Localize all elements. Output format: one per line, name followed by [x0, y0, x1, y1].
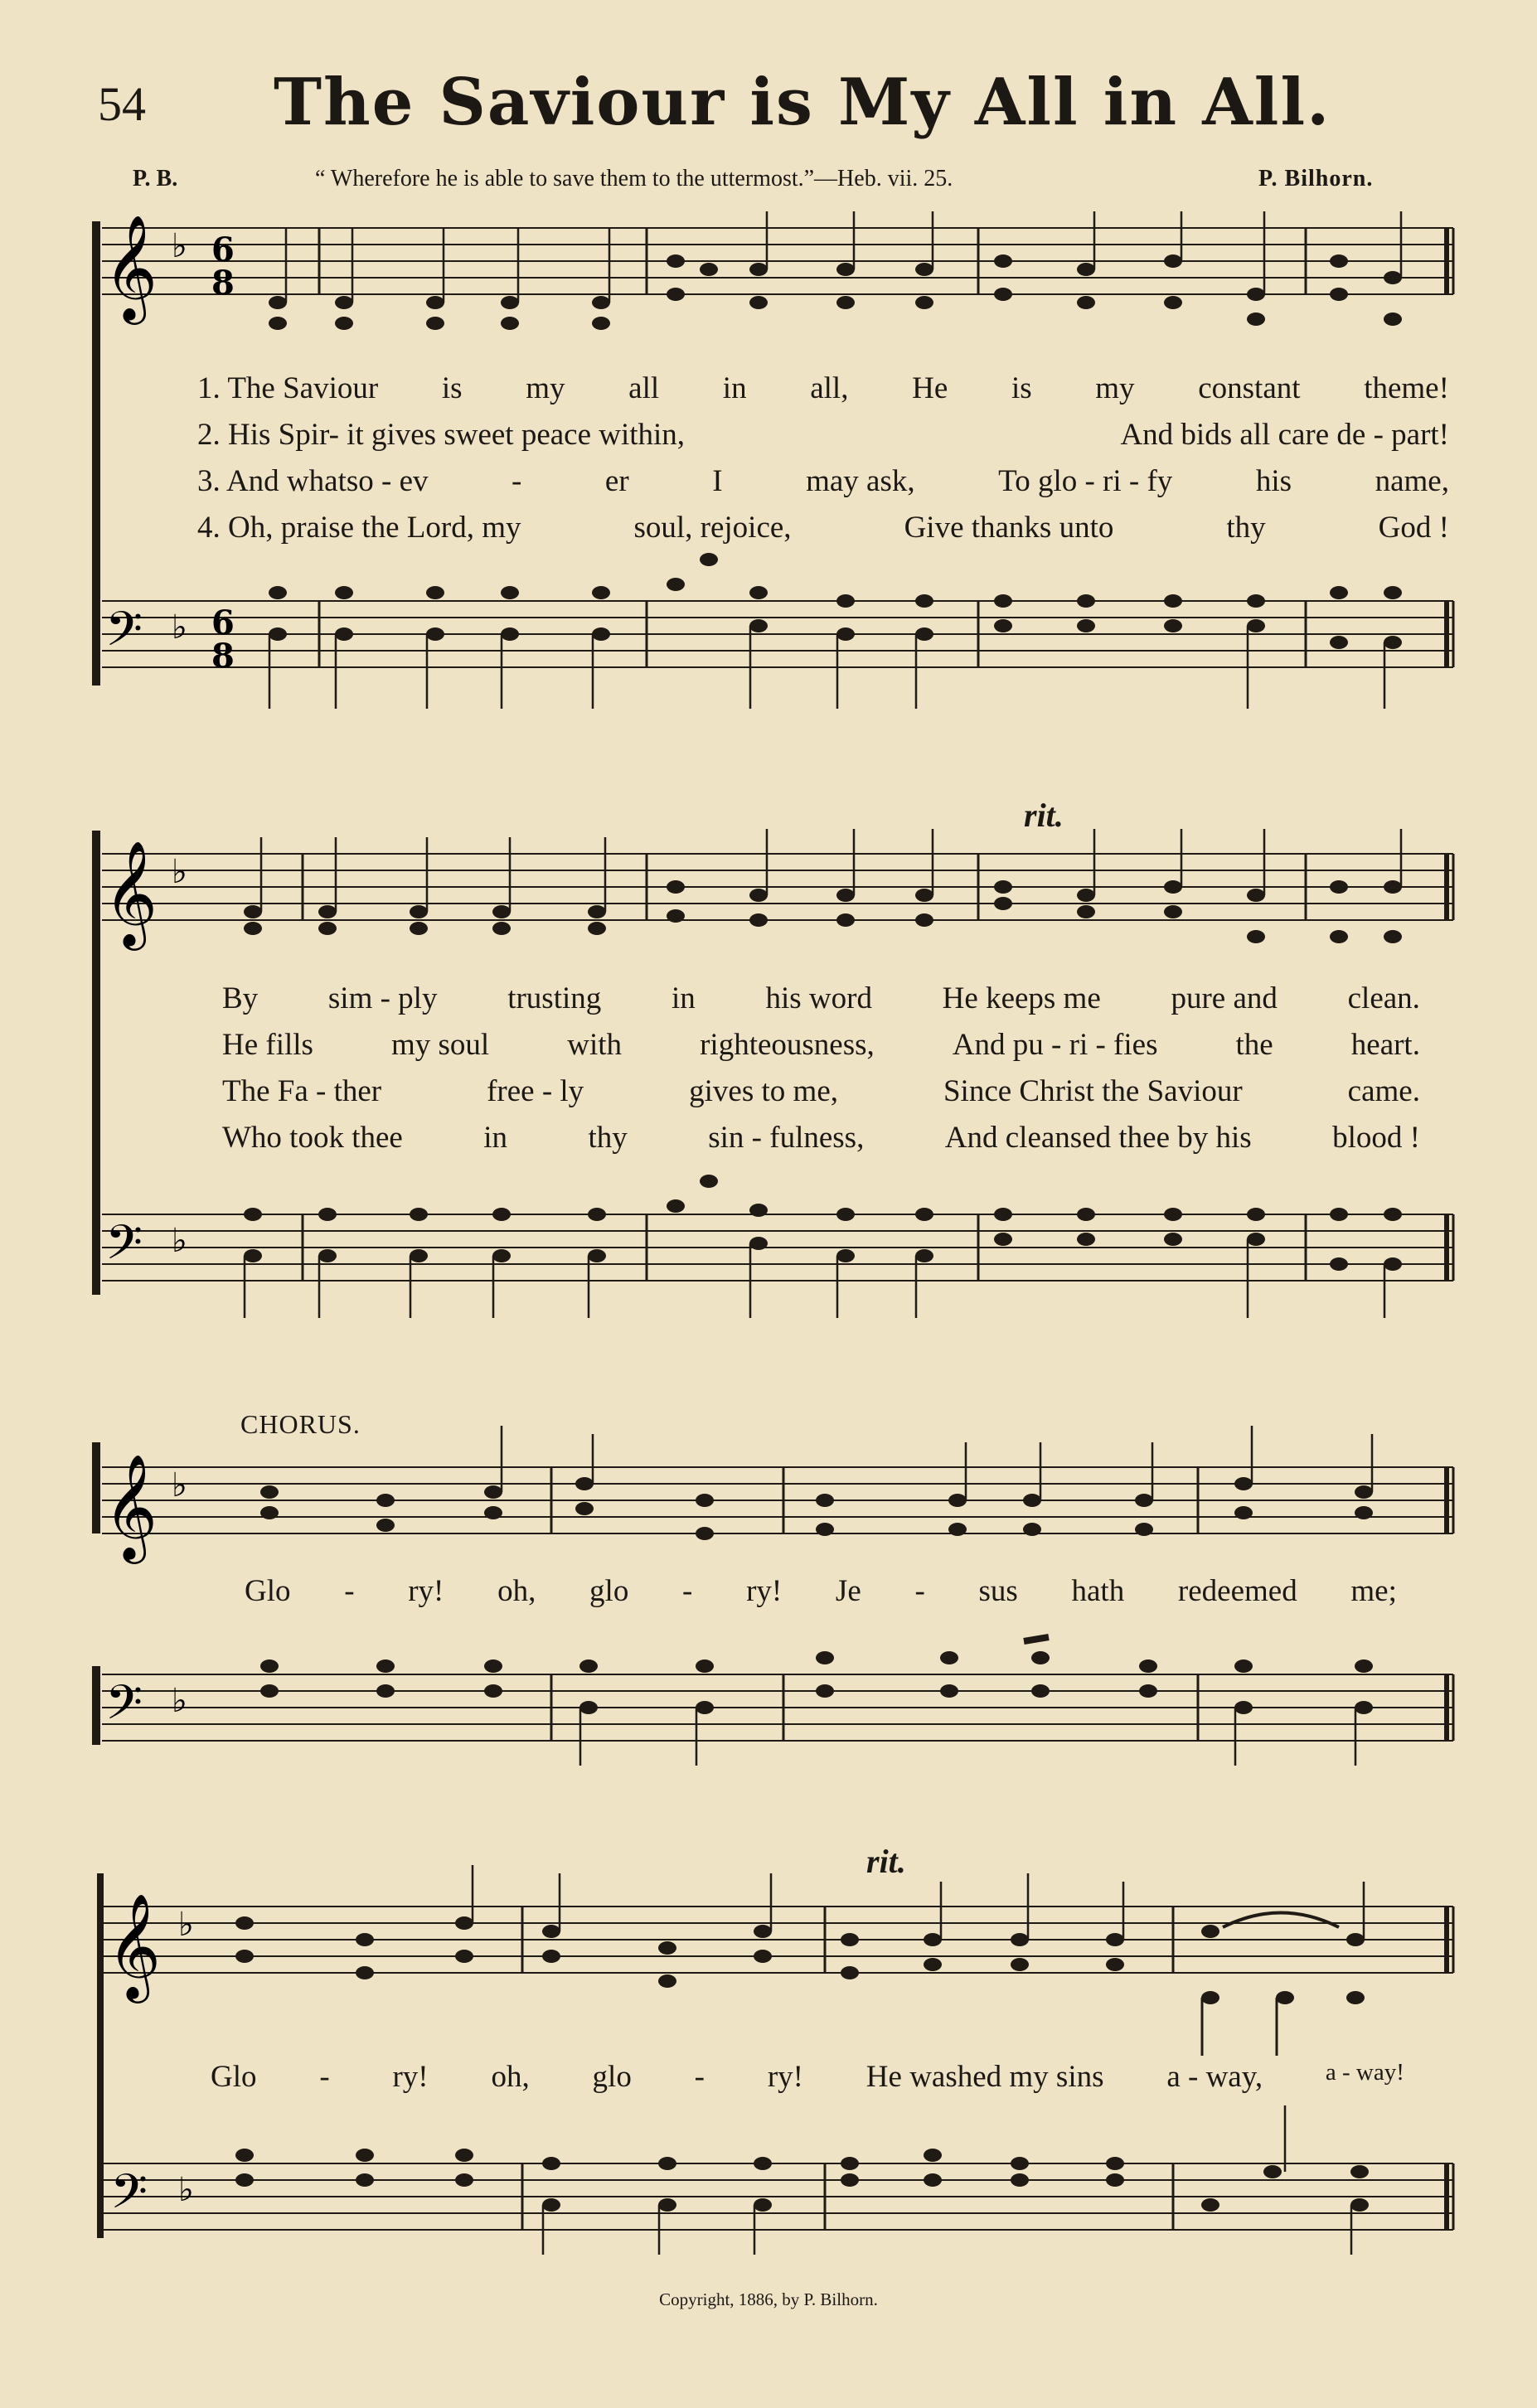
lyric: ry!: [767, 2060, 803, 2094]
lyric: 1. The Saviour: [197, 371, 379, 405]
lyric: a - way!: [1325, 2059, 1404, 2086]
lyric: all,: [810, 371, 849, 405]
copyright-notice: Copyright, 1886, by P. Bilhorn.: [659, 2289, 878, 2309]
lyric: name,: [1375, 464, 1449, 498]
flat-icon: ♭: [172, 852, 187, 891]
verses-part1: [197, 371, 1449, 556]
lyric: in: [671, 981, 696, 1015]
lyric: And pu - ri - fies: [952, 1028, 1158, 1062]
lyric: oh,: [497, 1574, 536, 1608]
lyric: ry!: [408, 1574, 444, 1608]
lyric: -: [914, 1574, 925, 1608]
lyric: ry!: [392, 2060, 429, 2094]
lyric: constant: [1198, 371, 1301, 405]
flat-icon: ♭: [178, 2170, 194, 2209]
verse-3-line-a: [197, 463, 1449, 510]
lyric: is: [1011, 371, 1032, 405]
composer: P. Bilhorn.: [1258, 166, 1374, 191]
lyric: blood !: [1332, 1121, 1420, 1155]
verse-2-line-b: [222, 1027, 1420, 1073]
treble-clef-icon: 𝄞: [104, 214, 158, 320]
lyric: in: [722, 371, 747, 405]
verse-1-line-b: [222, 981, 1420, 1027]
treble-staff-1: [102, 228, 1453, 294]
lyric: -: [319, 2060, 330, 2094]
lyric: 4. Oh, praise the Lord, my: [197, 511, 521, 545]
lyric: pure and: [1171, 981, 1278, 1015]
time-sig-top: 6: [211, 230, 235, 269]
chorus-lyric-line-2: [211, 2059, 1404, 2095]
lyric: my soul: [391, 1028, 490, 1062]
lyric: soul, rejoice,: [633, 511, 792, 545]
verses-part2: [222, 981, 1420, 1166]
time-sig-bottom: 8: [211, 637, 235, 676]
verse-4-line-a: [197, 510, 1449, 556]
chorus-lyric-line-1: [245, 1573, 1397, 1609]
lyric: By: [222, 981, 259, 1015]
lyric: To glo - ri - fy: [998, 464, 1173, 498]
lyric: Je: [835, 1574, 861, 1608]
lyric: theme!: [1364, 371, 1449, 405]
lyric: redeemed: [1177, 1574, 1297, 1608]
lyric: righteousness,: [700, 1028, 875, 1062]
lyric: I: [712, 464, 723, 498]
author-initials: P. B.: [133, 166, 178, 191]
lyric: a - way,: [1166, 2060, 1263, 2094]
verse-4-line-b: [222, 1120, 1420, 1166]
lyric: sus: [978, 1574, 1018, 1608]
treble-clef-icon: 𝄞: [107, 1892, 162, 1999]
bass-clef-icon: 𝄢: [110, 2163, 148, 2231]
lyric: And cleansed thee by his: [944, 1121, 1252, 1155]
flat-icon: ♭: [172, 608, 187, 647]
lyric: me;: [1350, 1574, 1397, 1608]
lyric: gives to me,: [689, 1074, 838, 1108]
lyric: sin - fulness,: [708, 1121, 865, 1155]
lyric: Give thanks unto: [904, 511, 1114, 545]
chorus-label: CHORUS.: [240, 1409, 361, 1439]
flat-icon: ♭: [172, 1221, 187, 1260]
verse-1-line-a: [197, 371, 1449, 417]
music-system-4: [87, 1840, 1463, 2263]
lyric: sim - ply: [327, 981, 438, 1015]
ritardando-marking: rit.: [866, 1843, 906, 1880]
page-number: 54: [98, 77, 146, 131]
flat-icon: ♭: [172, 1681, 187, 1720]
flat-icon: ♭: [172, 1466, 187, 1504]
lyric: ry!: [746, 1574, 783, 1608]
lyric: -: [682, 1574, 693, 1608]
lyric: is: [441, 371, 463, 405]
hymn-title: The Saviour is My All in All.: [274, 65, 1331, 140]
lyric: clean.: [1347, 981, 1420, 1015]
bass-clef-icon: 𝄢: [105, 1214, 143, 1282]
treble-clef-icon: 𝄞: [104, 840, 158, 946]
lyric: in: [483, 1121, 508, 1155]
lyric: God !: [1378, 511, 1449, 545]
lyric: oh,: [491, 2060, 530, 2094]
lyric: thy: [1226, 511, 1266, 545]
bass-clef-icon: 𝄢: [105, 1674, 143, 1742]
time-sig-top: 6: [211, 603, 235, 642]
lyric: 3. And whatso - ev: [197, 464, 429, 498]
lyric: my: [526, 371, 565, 405]
lyric: -: [694, 2060, 705, 2094]
lyric: Glo: [211, 2060, 257, 2094]
treble-clef-icon: 𝄞: [104, 1453, 158, 1559]
lyric: And bids all care de - part!: [1120, 418, 1449, 452]
lyric: -: [512, 464, 522, 498]
lyric: He fills: [222, 1028, 313, 1062]
lyric: thy: [588, 1121, 628, 1155]
lyric: er: [604, 464, 629, 498]
epigraph: “ Wherefore he is able to save them to the uttermost.”—Heb. vii. 25.: [315, 166, 953, 191]
lyric: He washed my sins: [865, 2060, 1104, 2094]
lyric: glo: [592, 2060, 632, 2094]
lyric: his: [1255, 464, 1292, 498]
lyric: trusting: [507, 981, 602, 1015]
lyric: -: [344, 1574, 355, 1608]
lyric: heart.: [1350, 1028, 1420, 1062]
lyric: glo: [589, 1574, 629, 1608]
bass-clef-icon: 𝄢: [105, 601, 143, 669]
lyric: came.: [1347, 1074, 1420, 1108]
bass-staff-1: [102, 601, 1453, 667]
time-sig-bottom: 8: [211, 264, 235, 303]
verse-2-line-a: [197, 417, 1449, 463]
lyric: He: [912, 371, 948, 405]
lyric: The Fa - ther: [222, 1074, 382, 1108]
lyric: Glo: [245, 1574, 291, 1608]
lyric: Who took thee: [222, 1121, 403, 1155]
verse-3-line-b: [222, 1073, 1420, 1120]
ritardando-marking: rit.: [1024, 797, 1064, 834]
lyric: He keeps me: [942, 981, 1101, 1015]
lyric: his word: [765, 981, 872, 1015]
lyric: the: [1235, 1028, 1273, 1062]
lyric: hath: [1071, 1574, 1125, 1608]
slur-mark: [1223, 1913, 1339, 1928]
lyric: my: [1095, 371, 1135, 405]
flat-icon: ♭: [178, 1905, 194, 1944]
lyric: all: [628, 371, 660, 405]
lyric: with: [567, 1028, 623, 1062]
lyric: free - ly: [487, 1074, 584, 1108]
lyric: Since Christ the Saviour: [943, 1074, 1243, 1108]
flat-icon: ♭: [172, 226, 187, 265]
lyric: 2. His Spir- it gives sweet peace within,: [197, 418, 686, 452]
lyric: may ask,: [806, 464, 915, 498]
